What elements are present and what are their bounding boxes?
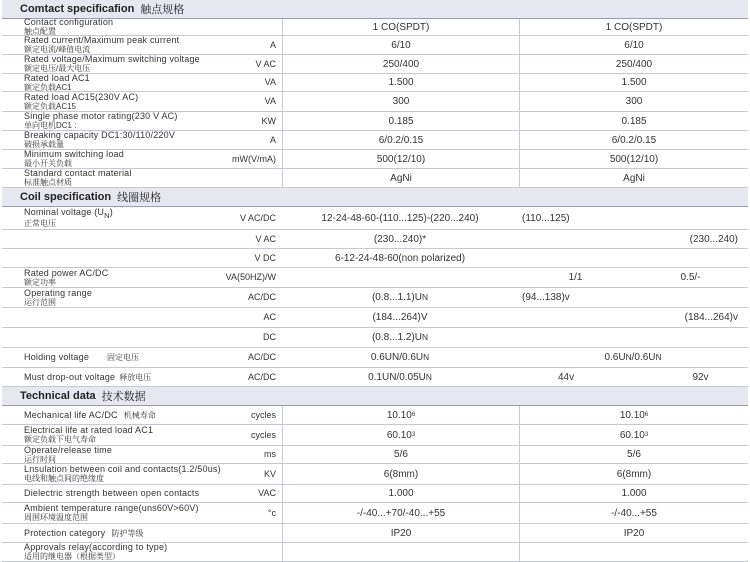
value-2: IP20 <box>519 524 748 542</box>
value-2: 1.000 <box>519 485 748 502</box>
label-en: Minimum switching load <box>24 149 124 159</box>
unit <box>196 19 282 35</box>
table-row <box>2 446 748 464</box>
label-cn: 额定电压/最大电压 <box>24 64 91 73</box>
table-row <box>2 169 748 188</box>
row-label <box>2 150 196 168</box>
row-label <box>2 207 174 229</box>
label-en: Ambient temperature range(uns60V>60V) <box>24 503 199 513</box>
label-cn: 固定电压 <box>107 353 140 362</box>
table-row <box>2 150 748 169</box>
unit: V AC/DC <box>239 212 276 223</box>
value-2: -/-40...+55 <box>519 503 748 523</box>
table-row <box>2 131 748 150</box>
unit: VA <box>264 77 276 87</box>
table-row <box>2 425 748 446</box>
value-a: 6-12-24-48-60(non polarized) <box>334 252 466 264</box>
value-1: 250/400 <box>282 55 519 73</box>
tech-table <box>2 406 748 562</box>
unit: AC/DC <box>247 292 276 302</box>
value-a: 0.6UN/0.6U N <box>370 352 430 363</box>
value-2: AgNi <box>519 169 748 187</box>
label-en: Nominal voltage (U <box>24 206 105 217</box>
label-en: Protection category <box>24 527 106 538</box>
value-bc <box>518 207 748 229</box>
value-1: 5/6 <box>282 446 519 463</box>
table-row <box>2 92 748 112</box>
label-en: Electrical life at rated load AC1 <box>24 425 154 435</box>
label-en: Must drop-out voltage <box>24 371 116 382</box>
label-en: Rated voltage/Maximum switching voltage <box>24 54 200 64</box>
label-cn: 周围环境温度范围 <box>24 513 88 522</box>
table-row <box>2 348 748 368</box>
value-c: (184...264)v <box>684 312 738 323</box>
value-2: 10.10 6 <box>519 406 748 424</box>
value-1: 500(12/10) <box>282 150 519 168</box>
label-cn: 额定功率 <box>24 277 56 287</box>
value-2: 5/6 <box>519 446 748 463</box>
table-row <box>2 36 748 55</box>
unit <box>196 543 282 561</box>
section-title-en: Comtact specificafion <box>20 3 135 15</box>
label-cn: 释放电压 <box>119 372 152 382</box>
unit: V AC <box>255 233 276 244</box>
section-title-cn: 线圈规格 <box>117 192 162 204</box>
label-cn: 机械寿命 <box>123 410 156 420</box>
label-en: Standard contact material <box>24 168 132 178</box>
table-row <box>2 464 748 485</box>
value-2: 0.185 <box>519 112 748 130</box>
unit: V AC <box>255 58 276 69</box>
unit: VA <box>264 96 276 106</box>
label-cn: 电线和触点间的绝缘度 <box>24 474 104 483</box>
value-2: 1.500 <box>519 74 748 91</box>
superscript: 3 <box>644 431 649 438</box>
label-en: Rated power AC/DC <box>24 267 109 278</box>
value-a: (0.8...1.2)U N <box>371 332 429 343</box>
label-cn: 额定负载下电气寿命 <box>24 435 96 444</box>
unit: A <box>269 39 276 50</box>
row-label <box>2 503 199 523</box>
value-2: 300 <box>519 92 748 111</box>
section-header-contact <box>2 0 748 19</box>
row-label <box>2 446 196 463</box>
unit: mW(V/mA) <box>232 153 276 164</box>
row-label <box>2 74 196 91</box>
value-a: (184...264)V <box>372 312 428 323</box>
unit: A <box>269 134 276 145</box>
value-1: 6/0.2/0.15 <box>282 131 519 149</box>
unit: °c <box>267 507 276 518</box>
label-en: Operate/release time <box>24 444 113 455</box>
value-c <box>630 207 748 229</box>
unit: V DC <box>254 252 276 263</box>
value-c: (230...240) <box>689 233 738 245</box>
unit: KW <box>261 115 276 126</box>
section-header-coil <box>2 188 748 207</box>
value-2: 6/10 <box>519 36 748 54</box>
row-label <box>2 92 196 111</box>
value-b: 0.6U N /0.6U N <box>604 352 662 363</box>
section-title-en: Coil specification <box>20 191 112 203</box>
label-en: Lnsulation between coil and contacts(1.2/50us) <box>24 464 221 474</box>
value-1: 1.500 <box>282 74 519 91</box>
value-1: 1.000 <box>282 485 519 502</box>
value-1: 300 <box>282 92 519 111</box>
subscript: N <box>104 210 110 220</box>
label-en: Rated load AC1 <box>24 72 90 83</box>
value-2: 6(8mm) <box>519 464 748 484</box>
value-b <box>518 328 630 347</box>
superscript: 6 <box>644 411 649 418</box>
table-row <box>2 524 748 543</box>
value-2 <box>519 543 748 561</box>
unit: AC <box>263 312 276 322</box>
value-c: 0.5/- <box>680 272 701 283</box>
value-b <box>518 308 630 327</box>
label-en: Breaking capacity DC1:30/110/220V <box>24 130 176 140</box>
row-label <box>2 425 196 445</box>
unit <box>196 524 282 542</box>
value-2: 500(12/10) <box>519 150 748 168</box>
value-b <box>518 249 630 267</box>
table-row <box>2 328 748 348</box>
label-en: Rated current/Maximum peak current <box>24 35 180 45</box>
table-row <box>2 19 748 36</box>
value-a: (230...240)* <box>373 233 427 245</box>
value-a: (0.8...1.1)U N <box>371 292 429 303</box>
section-title-en: Technical data <box>20 390 96 402</box>
label-cn: 最小开关负载 <box>24 159 72 168</box>
row-label <box>2 169 196 187</box>
row-label <box>2 464 221 484</box>
unit: VAC <box>258 488 276 498</box>
label-en: Rated load AC15(230V AC) <box>24 91 139 102</box>
value-1: -/-40...+70/-40...+55 <box>282 503 519 523</box>
label-cn: 额定负载AC1 <box>24 82 72 92</box>
unit: ms <box>264 449 276 459</box>
value-2: 250/400 <box>519 55 748 73</box>
value-1 <box>282 543 519 561</box>
value-1: 6/10 <box>282 36 519 54</box>
unit: AC/DC <box>247 352 276 362</box>
value-1: 0.185 <box>282 112 519 130</box>
value-b: (94...138)v <box>522 292 570 303</box>
value-1: AgNi <box>282 169 519 187</box>
unit: DC <box>263 332 276 342</box>
coil-table <box>2 207 748 387</box>
unit: AC/DC <box>247 371 276 382</box>
label-en: Approvals relay(according to type) <box>24 542 168 552</box>
label-cn: 额定负载AC15 <box>24 101 77 111</box>
section-title-cn: 技术数据 <box>101 391 146 403</box>
row-label <box>2 36 196 54</box>
value-b: 44v <box>558 371 575 383</box>
value-c <box>630 328 748 347</box>
value-a <box>282 268 518 287</box>
row-label <box>2 485 200 502</box>
superscript: 6 <box>411 411 416 418</box>
label-en-end: ) <box>109 206 113 217</box>
value-1: 1 CO(SPDT) <box>282 19 519 35</box>
value-1: IP20 <box>282 524 519 542</box>
label-cn: 适用的继电器（根据类型） <box>24 552 120 561</box>
label-cn: 运行范围 <box>24 297 56 307</box>
label-en: Holding voltage <box>24 352 90 362</box>
table-row <box>2 230 748 249</box>
label-cn: 运行时间 <box>24 454 56 464</box>
table-row <box>2 74 748 92</box>
row-label <box>2 112 196 130</box>
table-row <box>2 268 748 288</box>
label-en: Mechanical life AC/DC <box>24 409 118 420</box>
value-c <box>630 249 748 267</box>
table-row <box>2 308 748 328</box>
label-cn: 触点配置 <box>24 27 56 36</box>
value-a: 12-24-48-60-(110...125)-(220...240) <box>321 212 479 224</box>
unit: VA(50HZ)/W <box>225 272 276 282</box>
row-label <box>2 524 196 542</box>
value-2: 60.10 3 <box>519 425 748 445</box>
value-2: 6/0.2/0.15 <box>519 131 748 149</box>
label-en: Operating range <box>24 287 93 298</box>
row-label <box>2 406 196 424</box>
table-row <box>2 406 748 425</box>
label-en: Contact configuration <box>24 17 114 27</box>
value-1: 10.10 6 <box>282 406 519 424</box>
row-label <box>2 19 196 35</box>
table-row <box>2 55 748 74</box>
value-b: (110...125) <box>522 212 570 224</box>
value-2: 1 CO(SPDT) <box>519 19 748 35</box>
section-header-tech <box>2 387 748 406</box>
value-1: 6(8mm) <box>282 464 519 484</box>
table-row <box>2 368 748 387</box>
table-row <box>2 288 748 308</box>
label-cn: 正常电压 <box>24 219 56 229</box>
row-label <box>2 543 196 561</box>
table-row <box>2 207 748 230</box>
value-c <box>630 288 748 307</box>
table-row <box>2 485 748 503</box>
label-en: Dielectric strength between open contacts <box>24 488 200 498</box>
contact-table <box>2 19 748 188</box>
table-row <box>2 249 748 268</box>
section-title-cn: 触点规格 <box>140 4 185 16</box>
superscript: 3 <box>411 431 416 438</box>
unit: KV <box>263 468 276 479</box>
value-a: 0.1UN/0.05U N <box>368 371 432 383</box>
unit <box>196 169 282 187</box>
table-row <box>2 112 748 131</box>
label-cn: 防护等级 <box>111 528 144 538</box>
row-label <box>2 54 200 73</box>
value-c: 92v <box>692 371 709 383</box>
value-1: 60.10 3 <box>282 425 519 445</box>
unit: cycles <box>250 429 276 440</box>
table-row <box>2 543 748 562</box>
unit: cycles <box>250 409 276 420</box>
value-b <box>518 230 630 248</box>
spec-sheet <box>2 0 748 562</box>
label-en: Single phase motor rating(230 V AC) <box>24 111 178 121</box>
label-cn: 额定电流/峰值电流 <box>24 45 91 54</box>
label-cn: 标准触点材质 <box>24 178 72 187</box>
table-row <box>2 503 748 524</box>
label-cn: 破损承载量 <box>24 140 64 149</box>
label-cn: 单向电机DC1 : <box>24 121 77 130</box>
value-b: 1/1 <box>568 272 583 283</box>
row-label <box>2 131 196 149</box>
